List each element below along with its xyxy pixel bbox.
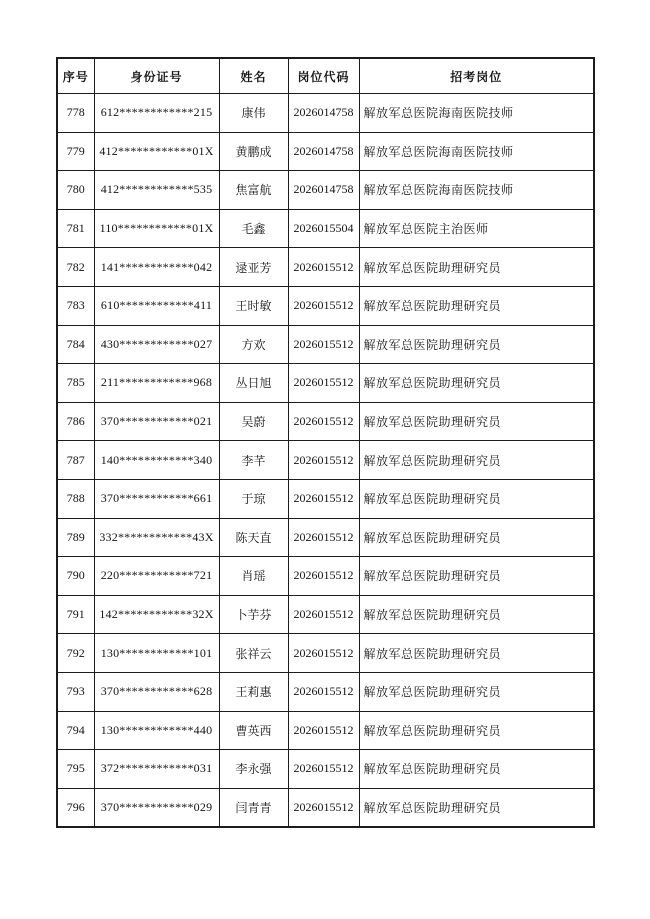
cell-name: 李永强 — [219, 750, 288, 789]
cell-id-number: 130************440 — [94, 711, 219, 750]
table-row — [57, 557, 594, 596]
cell-id-number: 140************340 — [94, 441, 219, 480]
cell-job-code: 2026015512 — [288, 788, 359, 827]
cell-job-title: 解放军总医院助理研究员 — [359, 248, 594, 287]
table-row — [57, 209, 594, 248]
table-row — [57, 132, 594, 171]
cell-name: 张祥云 — [219, 634, 288, 673]
cell-name: 李芊 — [219, 441, 288, 480]
cell-name: 黄鹏成 — [219, 132, 288, 171]
cell-job-code: 2026015512 — [288, 750, 359, 789]
cell-id-number: 370************661 — [94, 479, 219, 518]
cell-name: 曹英西 — [219, 711, 288, 750]
cell-name: 毛鑫 — [219, 209, 288, 248]
cell-id-number: 141************042 — [94, 248, 219, 287]
cell-serial-number: 792 — [57, 634, 94, 673]
cell-job-title: 解放军总医院海南医院技师 — [359, 132, 594, 171]
cell-job-code: 2026015512 — [288, 518, 359, 557]
table-row — [57, 479, 594, 518]
cell-job-title: 解放军总医院助理研究员 — [359, 441, 594, 480]
cell-name: 肖瑶 — [219, 557, 288, 596]
header-name: 姓名 — [219, 58, 288, 94]
cell-id-number: 332************43X — [94, 518, 219, 557]
cell-serial-number: 780 — [57, 171, 94, 210]
cell-job-title: 解放军总医院助理研究员 — [359, 479, 594, 518]
cell-job-title: 解放军总医院助理研究员 — [359, 750, 594, 789]
header-job-title: 招考岗位 — [359, 58, 594, 94]
cell-serial-number: 779 — [57, 132, 94, 171]
cell-job-title: 解放军总医院助理研究员 — [359, 634, 594, 673]
cell-name: 王莉惠 — [219, 672, 288, 711]
table-row — [57, 325, 594, 364]
table-row — [57, 441, 594, 480]
cell-serial-number: 787 — [57, 441, 94, 480]
cell-job-title: 解放军总医院助理研究员 — [359, 557, 594, 596]
cell-id-number: 372************031 — [94, 750, 219, 789]
cell-serial-number: 786 — [57, 402, 94, 441]
cell-id-number: 610************411 — [94, 286, 219, 325]
cell-job-title: 解放军总医院助理研究员 — [359, 595, 594, 634]
table-row — [57, 595, 594, 634]
table-body — [57, 94, 594, 828]
cell-name: 焦富航 — [219, 171, 288, 210]
cell-id-number: 130************101 — [94, 634, 219, 673]
cell-job-code: 2026014758 — [288, 171, 359, 210]
cell-serial-number: 789 — [57, 518, 94, 557]
cell-id-number: 430************027 — [94, 325, 219, 364]
cell-job-code: 2026015512 — [288, 441, 359, 480]
table-row — [57, 788, 594, 827]
cell-id-number: 370************029 — [94, 788, 219, 827]
cell-id-number: 211************968 — [94, 364, 219, 403]
table-row — [57, 364, 594, 403]
cell-serial-number: 793 — [57, 672, 94, 711]
table-header — [57, 58, 594, 94]
cell-serial-number: 784 — [57, 325, 94, 364]
cell-name: 王时敏 — [219, 286, 288, 325]
cell-id-number: 110************01X — [94, 209, 219, 248]
cell-job-code: 2026015512 — [288, 479, 359, 518]
cell-job-code: 2026015512 — [288, 364, 359, 403]
cell-id-number: 612************215 — [94, 94, 219, 133]
cell-serial-number: 778 — [57, 94, 94, 133]
cell-serial-number: 781 — [57, 209, 94, 248]
cell-job-code: 2026015512 — [288, 711, 359, 750]
cell-job-code: 2026015512 — [288, 325, 359, 364]
cell-serial-number: 785 — [57, 364, 94, 403]
cell-serial-number: 794 — [57, 711, 94, 750]
cell-name: 方欢 — [219, 325, 288, 364]
cell-job-code: 2026015512 — [288, 557, 359, 596]
table-row — [57, 518, 594, 557]
cell-id-number: 220************721 — [94, 557, 219, 596]
table-row — [57, 672, 594, 711]
cell-job-title: 解放军总医院助理研究员 — [359, 364, 594, 403]
cell-job-title: 解放军总医院助理研究员 — [359, 788, 594, 827]
cell-job-code: 2026015512 — [288, 672, 359, 711]
cell-job-code: 2026015512 — [288, 248, 359, 287]
cell-job-code: 2026015512 — [288, 402, 359, 441]
cell-serial-number: 788 — [57, 479, 94, 518]
cell-job-code: 2026015504 — [288, 209, 359, 248]
cell-job-title: 解放军总医院助理研究员 — [359, 325, 594, 364]
cell-id-number: 412************01X — [94, 132, 219, 171]
table-row — [57, 402, 594, 441]
table-row — [57, 711, 594, 750]
table-row — [57, 750, 594, 789]
cell-job-code: 2026015512 — [288, 595, 359, 634]
cell-job-title: 解放军总医院助理研究员 — [359, 672, 594, 711]
table-row — [57, 171, 594, 210]
cell-id-number: 370************021 — [94, 402, 219, 441]
table-row — [57, 248, 594, 287]
cell-name: 逯亚芳 — [219, 248, 288, 287]
cell-job-title: 解放军总医院海南医院技师 — [359, 171, 594, 210]
cell-name: 康伟 — [219, 94, 288, 133]
cell-job-title: 解放军总医院助理研究员 — [359, 518, 594, 557]
header-serial-number: 序号 — [57, 58, 94, 94]
header-row — [57, 58, 594, 94]
cell-serial-number: 795 — [57, 750, 94, 789]
cell-serial-number: 791 — [57, 595, 94, 634]
cell-name: 闫青青 — [219, 788, 288, 827]
cell-job-code: 2026014758 — [288, 132, 359, 171]
cell-name: 于琼 — [219, 479, 288, 518]
cell-job-code: 2026014758 — [288, 94, 359, 133]
cell-id-number: 142************32X — [94, 595, 219, 634]
cell-serial-number: 783 — [57, 286, 94, 325]
table-row — [57, 94, 594, 133]
cell-name: 吴蔚 — [219, 402, 288, 441]
cell-name: 卜芋芬 — [219, 595, 288, 634]
cell-job-title: 解放军总医院主治医师 — [359, 209, 594, 248]
cell-serial-number: 782 — [57, 248, 94, 287]
cell-job-code: 2026015512 — [288, 634, 359, 673]
header-job-code: 岗位代码 — [288, 58, 359, 94]
cell-serial-number: 796 — [57, 788, 94, 827]
cell-id-number: 370************628 — [94, 672, 219, 711]
table-row — [57, 634, 594, 673]
header-id-number: 身份证号 — [94, 58, 219, 94]
cell-job-code: 2026015512 — [288, 286, 359, 325]
cell-job-title: 解放军总医院助理研究员 — [359, 286, 594, 325]
cell-job-title: 解放军总医院助理研究员 — [359, 711, 594, 750]
cell-name: 陈天直 — [219, 518, 288, 557]
cell-job-title: 解放军总医院海南医院技师 — [359, 94, 594, 133]
table-row — [57, 286, 594, 325]
cell-serial-number: 790 — [57, 557, 94, 596]
cell-name: 丛日旭 — [219, 364, 288, 403]
candidate-roster-table — [56, 57, 595, 828]
cell-id-number: 412************535 — [94, 171, 219, 210]
cell-job-title: 解放军总医院助理研究员 — [359, 402, 594, 441]
